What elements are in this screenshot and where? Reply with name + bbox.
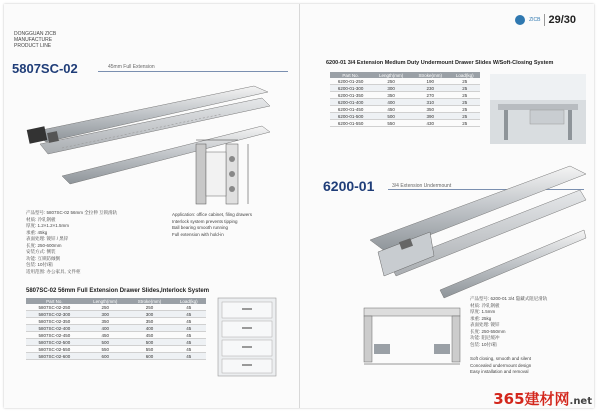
watermark-suffix: .net xyxy=(569,396,592,407)
page-fold xyxy=(299,4,300,408)
spec-line: 功能: 互锁防倾倒 xyxy=(26,255,60,261)
brand-name: ZICB xyxy=(529,17,541,23)
table-cell: 5807SC-02-400 xyxy=(26,325,83,332)
table-cell: 350 xyxy=(83,318,128,325)
table-header: Load(kg) xyxy=(171,298,206,304)
table-cell: 45 xyxy=(171,339,206,346)
table-cell: 450 xyxy=(128,332,172,339)
table-row xyxy=(330,113,480,120)
table-cell: 350 xyxy=(371,92,411,99)
table-cell: 550 xyxy=(83,346,128,353)
table-cell: 25 xyxy=(449,85,480,92)
spec-line: 表面处理: 镀锌 xyxy=(470,322,500,327)
note-line: Ball bearing smooth running xyxy=(172,225,229,230)
table-cell: 6200-01-450 xyxy=(330,106,371,113)
table-cell: 300 xyxy=(128,311,172,318)
note-line: Full extension with hold-in xyxy=(172,231,224,237)
header-line-3: PRODUCT LINE xyxy=(14,43,52,49)
table-cell: 25 xyxy=(449,99,480,106)
table-cell: 400 xyxy=(128,325,172,332)
note-line: Application: office cabinet, filing drawers xyxy=(172,212,252,217)
left-table-title: 5807SC-02 56mm Full Extension Drawer Slides,Interlock System xyxy=(26,288,210,294)
table-cell: 45 xyxy=(171,318,206,325)
table-cell: 550 xyxy=(128,346,172,353)
model-title-bar xyxy=(12,61,288,75)
table-cell: 400 xyxy=(83,325,128,332)
spec-line: 产品型号: 5807SC-02 56mm 全拉伸 互锁滑轨 xyxy=(26,210,118,215)
table-row xyxy=(26,311,206,318)
site-watermark xyxy=(493,388,592,409)
table-cell: 6200-01-250 xyxy=(330,78,371,85)
table-cell: 230 xyxy=(411,85,450,92)
table-row xyxy=(26,353,206,360)
table-cell: 550 xyxy=(371,120,411,127)
table-cell: 45 xyxy=(171,332,206,339)
right-top-spec-table xyxy=(330,72,480,127)
table-cell: 5807SC-02-300 xyxy=(26,311,83,318)
table-header: Stroke(mm) xyxy=(128,298,172,304)
table-cell: 5807SC-02-600 xyxy=(26,353,83,360)
spec-line: 材质: 冷轧钢板 xyxy=(470,302,500,308)
filing-cabinet-image xyxy=(214,296,284,380)
watermark-main: 365建材网 xyxy=(493,390,570,408)
table-cell: 450 xyxy=(371,106,411,113)
table-cell: 45 xyxy=(171,346,206,353)
table-cell: 300 xyxy=(83,311,128,318)
table-cell: 25 xyxy=(449,92,480,99)
table-cell: 500 xyxy=(83,339,128,346)
right-top-table-title: 6200-01 3/4 Extension Medium Duty Undermount Drawer Slides W/Soft-Closing System xyxy=(326,60,554,66)
left-spec-table xyxy=(26,298,206,360)
table-cell: 25 xyxy=(449,106,480,113)
table-cell: 600 xyxy=(128,353,172,360)
left-spec-list xyxy=(26,210,186,275)
table-cell: 250 xyxy=(371,78,411,85)
table-cell: 270 xyxy=(411,92,450,99)
table-cell: 300 xyxy=(371,85,411,92)
table-cell: 350 xyxy=(411,106,450,113)
table-header: Part No. xyxy=(330,72,371,78)
table-row xyxy=(26,332,206,339)
note-line: Soft closing, smooth and silent xyxy=(470,356,532,361)
table-cell: 250 xyxy=(128,304,172,311)
note-line: Easy installation and removal xyxy=(470,369,529,374)
table-cell: 25 xyxy=(449,113,480,120)
brand-mark-icon xyxy=(515,15,525,25)
office-desk-image xyxy=(490,74,586,144)
spec-line: 产品型号: 6200-01 3/4 隐藏式阻尼滑轨 xyxy=(470,296,548,301)
table-cell: 400 xyxy=(371,99,411,106)
table-row xyxy=(26,325,206,332)
model-subtitle: 45mm Full Extension xyxy=(108,64,155,70)
table-cell: 5807SC-02-250 xyxy=(26,304,83,311)
table-cell: 5807SC-02-550 xyxy=(26,346,83,353)
table-cell: 350 xyxy=(128,318,172,325)
table-header: Length(mm) xyxy=(83,298,128,304)
table-header: Length(mm) xyxy=(371,72,411,78)
spec-line: 厚度: 1.5mm xyxy=(470,309,496,314)
spec-line: 长度: 250-550mm xyxy=(470,328,506,334)
cross-section-diagram xyxy=(188,134,278,214)
table-cell: 45 xyxy=(171,353,206,360)
table-cell: 5807SC-02-450 xyxy=(26,332,83,339)
table-cell: 6200-01-350 xyxy=(330,92,371,99)
table-cell: 6200-01-300 xyxy=(330,85,371,92)
table-cell: 45 xyxy=(171,304,206,311)
header-line-2: MANUFACTURE xyxy=(14,37,53,43)
table-cell: 45 xyxy=(171,325,206,332)
table-row xyxy=(330,92,480,99)
table-cell: 25 xyxy=(449,78,480,85)
table-row xyxy=(330,106,480,113)
table-cell: 25 xyxy=(449,120,480,127)
table-cell: 6200-01-400 xyxy=(330,99,371,106)
spec-line: 承重: 25kg xyxy=(470,315,492,321)
table-cell: 250 xyxy=(83,304,128,311)
table-header: Load(kg) xyxy=(449,72,480,78)
table-cell: 450 xyxy=(83,332,128,339)
table-row xyxy=(330,85,480,92)
table-cell: 310 xyxy=(411,99,450,106)
undermount-cross-section-diagram xyxy=(360,304,464,368)
right-notes xyxy=(470,356,588,376)
table-cell: 190 xyxy=(411,78,450,85)
model-subtitle-2: 3/4 Extension Undermount xyxy=(392,183,452,189)
left-notes xyxy=(172,212,284,238)
table-cell: 45 xyxy=(171,311,206,318)
spec-line: 长度: 250-600mm xyxy=(26,242,62,248)
table-header: Part No. xyxy=(26,298,83,304)
spec-line: 安装方式: 侧装 xyxy=(26,249,56,254)
table-row xyxy=(330,120,480,127)
spec-line: 厚度: 1.2×1.2×1.5mm xyxy=(26,223,70,228)
right-spec-list xyxy=(470,296,588,348)
table-cell: 5807SC-02-350 xyxy=(26,318,83,325)
table-cell: 600 xyxy=(83,353,128,360)
spec-line: 材质: 冷轧钢板 xyxy=(26,216,56,222)
table-cell: 5807SC-02-500 xyxy=(26,339,83,346)
table-cell: 390 xyxy=(411,113,450,120)
table-cell: 6200-01-500 xyxy=(330,113,371,120)
header-line-1: DONGGUAN ZICB xyxy=(14,31,57,37)
table-row xyxy=(26,339,206,346)
title-rule xyxy=(98,71,288,72)
spec-line: 功能: 阻尼缓冲 xyxy=(470,335,500,340)
page-number: 29/30 xyxy=(544,14,576,26)
model-code-2: 6200-01 xyxy=(323,178,375,194)
table-header: Stroke(mm) xyxy=(411,72,450,78)
note-line: Concealed undermount design xyxy=(470,362,532,368)
table-cell: 500 xyxy=(371,113,411,120)
spec-line: 包装: 10付/箱 xyxy=(26,262,53,267)
table-cell: 500 xyxy=(128,339,172,346)
table-cell: 6200-01-550 xyxy=(330,120,371,127)
table-cell: 430 xyxy=(411,120,450,127)
spec-line: 适用范围: 办公家具, 文件柜 xyxy=(26,268,81,274)
undermount-slide-illustration xyxy=(370,160,590,300)
table-row xyxy=(26,346,206,353)
table-row xyxy=(26,318,206,325)
spec-line: 表面处理: 镀锌 / 黑锌 xyxy=(26,236,69,241)
model-code: 5807SC-02 xyxy=(12,61,78,76)
spec-line: 承重: 45kg xyxy=(26,229,48,235)
table-row xyxy=(330,99,480,106)
spec-line: 包装: 10付/箱 xyxy=(470,341,497,347)
brand-logo xyxy=(515,14,576,26)
note-line: Interlock system prevents tipping xyxy=(172,218,238,224)
